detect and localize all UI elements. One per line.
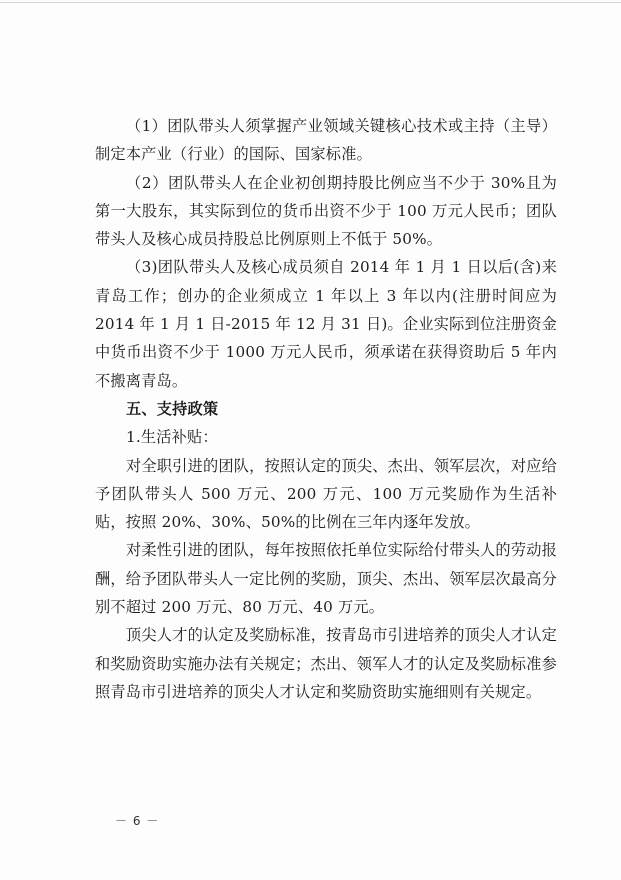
subheading-living-subsidy: 1.生活补贴： (126, 428, 218, 447)
paragraph-requirement-3: （3)团队带头人及核心成员须自 2014 年 1 月 1 日以后(含)来青岛工作；创办的企业须成立 1 年以上 3 年以内(注册时间应为 2014 年 1 月 1 日-2015 年 12 月 31 日)。企业实际到位注册资金中货币出资不少于 1000 万元人民币，须承诺在获得资助后 5 年内不搬离青岛。 (95, 258, 557, 390)
paragraph-requirement-2: （2）团队带头人在企业初创期持股比例应当不少于 30%且为第一大股东，其实际到位的货币出资不少于 100 万元人民币；团队带头人及核心成员持股总比例原则上不低于 50%。 (95, 173, 557, 249)
section-heading-support-policy: 五、支持政策 (126, 399, 219, 418)
paragraph-talent-standards: 顶尖人才的认定及奖励标准，按青岛市引进培养的顶尖人才认定和奖励资助实施办法有关规定；杰出、领军人才的认定及奖励标准参照青岛市引进培养的顶尖人才认定和奖励资助实施细则有关规定。 (95, 626, 557, 701)
scan-edge-line (0, 2, 621, 3)
document-body (95, 112, 557, 706)
paragraph-flexible-teams: 对柔性引进的团队，每年按照依托单位实际给付带头人的劳动报酬，给予团队带头人一定比例的奖励，顶尖、杰出、领军层次最高分别不超过 200 万元、80 万元、40 万元。 (95, 541, 557, 617)
paragraph-fulltime-teams: 对全职引进的团队，按照认定的顶尖、杰出、领军层次，对应给予团队带头人 500 万元、200 万元、100 万元奖励作为生活补贴，按照 20%、30%、50%的比例在三年内逐年发放。 (95, 456, 557, 532)
page-number: － 6 － (115, 814, 160, 828)
paragraph-requirement-1: （1）团队带头人须掌握产业领域关键核心技术或主持（主导）制定本产业（行业）的国际、国家标准。 (95, 117, 557, 164)
